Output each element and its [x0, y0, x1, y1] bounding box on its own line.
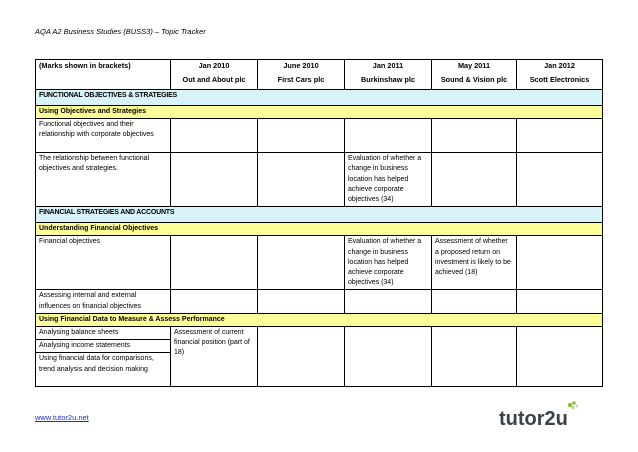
topic-tracker-table	[35, 59, 603, 387]
empty-cell	[171, 119, 258, 153]
section-header-row	[36, 207, 603, 223]
empty-cell	[258, 153, 345, 207]
column-company: Scott Electronics	[529, 75, 590, 85]
empty-cell	[432, 290, 517, 313]
topic-cell: Assessing internal and external influences on financial objectives	[36, 290, 171, 313]
empty-cell	[171, 153, 258, 207]
logo-wordmark: tutor2u	[499, 408, 568, 430]
section-header-row	[36, 90, 603, 106]
empty-cell	[517, 119, 603, 153]
marks-note: (Marks shown in brackets)	[36, 60, 171, 90]
empty-cell	[517, 153, 603, 207]
subsection-header-row	[36, 106, 603, 119]
empty-cell	[171, 290, 258, 313]
column-date: Jan 2010	[198, 61, 230, 70]
column-date: June 2010	[283, 61, 319, 70]
topic-cell: Functional objectives and their relationship with corporate objectives	[36, 119, 171, 153]
empty-cell	[345, 119, 432, 153]
subsection-title: Using Objectives and Strategies	[36, 106, 603, 119]
empty-cell	[432, 119, 517, 153]
document-header: AQA A2 Business Studies (BUSS3) – Topic Tracker	[35, 27, 206, 36]
question-cell: Assessment of whether a proposed return on investment is likely to be achieved (18)	[432, 236, 517, 290]
logo-graphic	[498, 399, 580, 431]
column-header-jan2012	[517, 60, 603, 90]
column-date: May 2011	[457, 61, 491, 70]
column-date: Jan 2012	[544, 61, 575, 70]
column-date: Jan 2011	[372, 61, 404, 70]
empty-cell	[345, 290, 432, 313]
section-title: FUNCTIONAL OBJECTIVES & STRATEGIES	[36, 90, 603, 106]
empty-cell	[171, 236, 258, 290]
empty-cell	[258, 290, 345, 313]
subsection-header-row	[36, 223, 603, 236]
topic-cell: Financial objectives	[36, 236, 171, 290]
empty-cell	[517, 236, 603, 290]
subsection-header-row	[36, 313, 603, 326]
column-header-row	[36, 60, 603, 90]
table-row	[36, 153, 603, 207]
question-cell: Assessment of current financial position (part of 18)	[171, 327, 258, 387]
empty-cell	[258, 236, 345, 290]
question-cell: Evaluation of whether a change in business location has helped achieve corporate objectives (34)	[345, 153, 432, 207]
tutor2u-logo	[498, 399, 580, 431]
column-header-june2010	[258, 60, 345, 90]
column-header-jan2011	[345, 60, 432, 90]
table-row	[36, 119, 603, 153]
table-row	[36, 327, 603, 340]
topic-cell: Analysing income statements	[36, 340, 171, 353]
subsection-title: Understanding Financial Objectives	[36, 223, 603, 236]
empty-cell	[517, 327, 603, 387]
column-company: First Cars plc	[277, 75, 325, 85]
column-company: Sound & Vision plc	[440, 75, 508, 85]
empty-cell	[432, 153, 517, 207]
column-header-may2011	[432, 60, 517, 90]
empty-cell	[258, 327, 345, 387]
table-row	[36, 290, 603, 313]
empty-cell	[345, 327, 432, 387]
column-company: Burkinshaw plc	[361, 75, 415, 85]
empty-cell	[432, 327, 517, 387]
table-row	[36, 236, 603, 290]
column-company: Out and About plc	[182, 75, 246, 85]
topic-cell: Using financial data for comparisons, trend analysis and decision making	[36, 353, 171, 387]
logo-accent-icon	[568, 401, 579, 409]
topic-cell: The relationship between functional objectives and strategies.	[36, 153, 171, 207]
topic-cell: Analysing balance sheets	[36, 327, 171, 340]
website-link[interactable]: www.tutor2u.net	[35, 413, 89, 422]
column-header-jan2010	[171, 60, 258, 90]
question-cell: Evaluation of whether a change in business location has helped achieve corporate objectives (34)	[345, 236, 432, 290]
subsection-title: Using Financial Data to Measure & Assess Performance	[36, 313, 603, 326]
empty-cell	[258, 119, 345, 153]
empty-cell	[517, 290, 603, 313]
section-title: FINANCIAL STRATEGIES AND ACCOUNTS	[36, 207, 603, 223]
